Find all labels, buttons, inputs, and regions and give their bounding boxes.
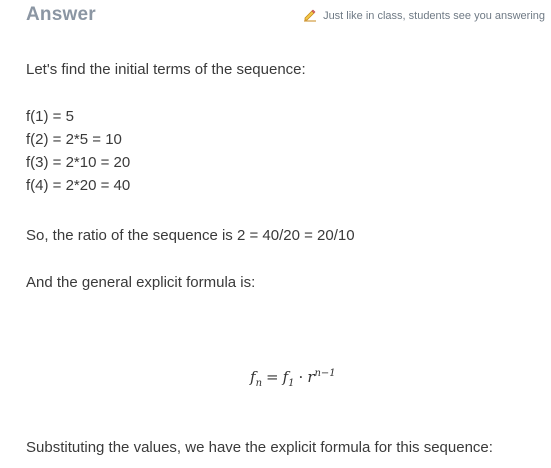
answer-header <box>0 0 551 32</box>
formula-exponent: n−1 <box>314 368 336 379</box>
formula-lhs-subscript: n <box>255 378 263 389</box>
explicit-formula <box>250 368 336 389</box>
answer-title: Answer <box>26 4 96 25</box>
term-line: f(1) = 5 <box>26 108 74 125</box>
formula-equals: = <box>266 368 279 386</box>
general-formula-text: And the general explicit formula is: <box>26 274 256 291</box>
formula-base: r <box>307 368 315 386</box>
answering-hint <box>303 8 551 26</box>
formula-dot: · <box>298 368 304 386</box>
formula-rhs: f <box>282 368 289 386</box>
ratio-text: So, the ratio of the sequence is 2 = 40/20 = 20/10 <box>26 227 355 244</box>
formula-rhs-subscript: 1 <box>288 378 295 389</box>
term-line: f(3) = 2*10 = 20 <box>26 154 131 171</box>
formula-lhs: f <box>250 368 256 386</box>
pencil-icon <box>303 8 317 22</box>
term-line: f(2) = 2*5 = 10 <box>26 131 122 148</box>
term-line: f(4) = 2*20 = 40 <box>26 177 131 194</box>
intro-text: Let's find the initial terms of the sequence: <box>26 61 306 78</box>
hint-text: Just like in class, students see you answering <box>323 10 546 22</box>
substituting-text: Substituting the values, we have the explicit formula for this sequence: <box>26 439 493 456</box>
